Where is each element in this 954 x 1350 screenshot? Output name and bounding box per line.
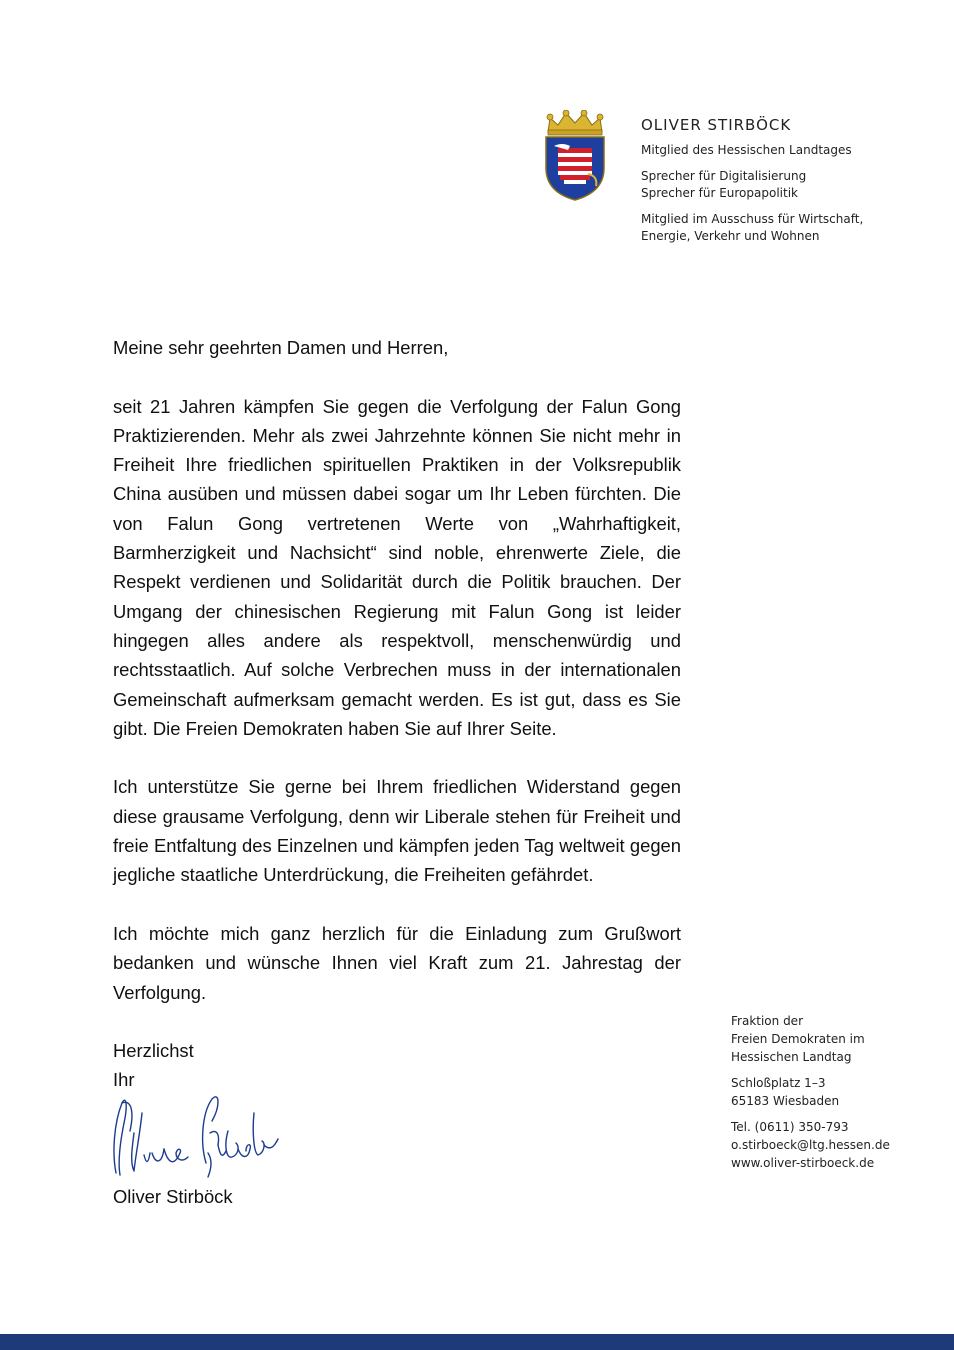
closing	[113, 1036, 194, 1095]
signer-name: Oliver Stirböck	[113, 1186, 233, 1207]
committee-line: Mitglied im Ausschuss für Wirtschaft,	[641, 211, 864, 226]
organization-line: Fraktion der	[731, 1014, 803, 1028]
organization-line: Hessischen Landtag	[731, 1050, 852, 1064]
sender-name: OLIVER STIRBÖCK	[641, 116, 792, 134]
role-line: Mitglied des Hessischen Landtages	[641, 143, 852, 157]
city-line: 65183 Wiesbaden	[731, 1094, 840, 1108]
organization-block	[731, 1012, 946, 1066]
letter-body	[113, 333, 681, 1036]
committee-line: Energie, Verkehr und Wohnen	[641, 229, 820, 243]
spokesperson-line: Sprecher für Digitalisierung	[641, 168, 807, 183]
paragraph-1: seit 21 Jahren kämpfen Sie gegen die Verfolgung der Falun Gong Praktizierenden. Mehr als zwei Jahrzehnte können Sie nicht mehr in Freiheit Ihre friedlichen spirituellen Praktiken in der Volksrepublik China ausüben und müssen dabei sogar um Ihr Leben fürchten. Die von Falun Gong vertretenen Werte von „Wahrhaftigkeit, Barmherzigkeit und Nachsicht“ sind noble, ehrenwerte Ziele, die Respekt verdienen und Solidarität durch die Politik brauchen. Der Umgang der chinesischen Regierung mit Falun Gong ist leider hingegen alles andere als respektvoll, menschenwürdig und rechtsstaatlich. Auf solche Verbrechen muss in der internationalen Gemeinschaft aufmerksam gemacht werden. Es ist gut, dass es Sie gibt. Die Freien Demokraten haben Sie auf Ihrer Seite.	[113, 395, 681, 739]
letterhead	[641, 114, 941, 254]
committee-block	[641, 211, 941, 246]
website-line: www.oliver-stirboeck.de	[731, 1156, 875, 1170]
closing-line: Herzlichst	[113, 1040, 194, 1061]
email-line: o.stirboeck@ltg.hessen.de	[731, 1138, 890, 1152]
address-block	[731, 1012, 946, 1180]
closing-line: Ihr	[113, 1069, 135, 1091]
organization-line: Freien Demokraten im	[731, 1032, 865, 1046]
footer-bar	[0, 1334, 954, 1350]
spokesperson-block	[641, 168, 941, 203]
street-line: Schloßplatz 1–3	[731, 1076, 826, 1090]
street-block	[731, 1074, 946, 1110]
phone-line: Tel. (0611) 350-793	[731, 1120, 849, 1134]
sender-role	[641, 142, 941, 160]
contact-block	[731, 1118, 946, 1172]
paragraph-3: Ich möchte mich ganz herzlich für die Einladung zum Grußwort bedanken und wünsche Ihnen viel Kraft zum 21. Jahrestag der Verfolgung.	[113, 922, 681, 1003]
paragraph-2: Ich unterstütze Sie gerne bei Ihrem friedlichen Widerstand gegen diese grausame Verfolgung, denn wir Liberale stehen für Freiheit und freie Entfaltung des Einzelnen und kämpfen jeden Tag weltweit gegen jegliche staatliche Unterdrückung, die Freiheiten gefährdet.	[113, 776, 681, 886]
salutation: Meine sehr geehrten Damen und Herren,	[113, 337, 449, 358]
handwritten-signature	[108, 1093, 283, 1183]
spokesperson-line: Sprecher für Europapolitik	[641, 186, 798, 200]
hessen-coat-of-arms-icon	[540, 110, 610, 202]
